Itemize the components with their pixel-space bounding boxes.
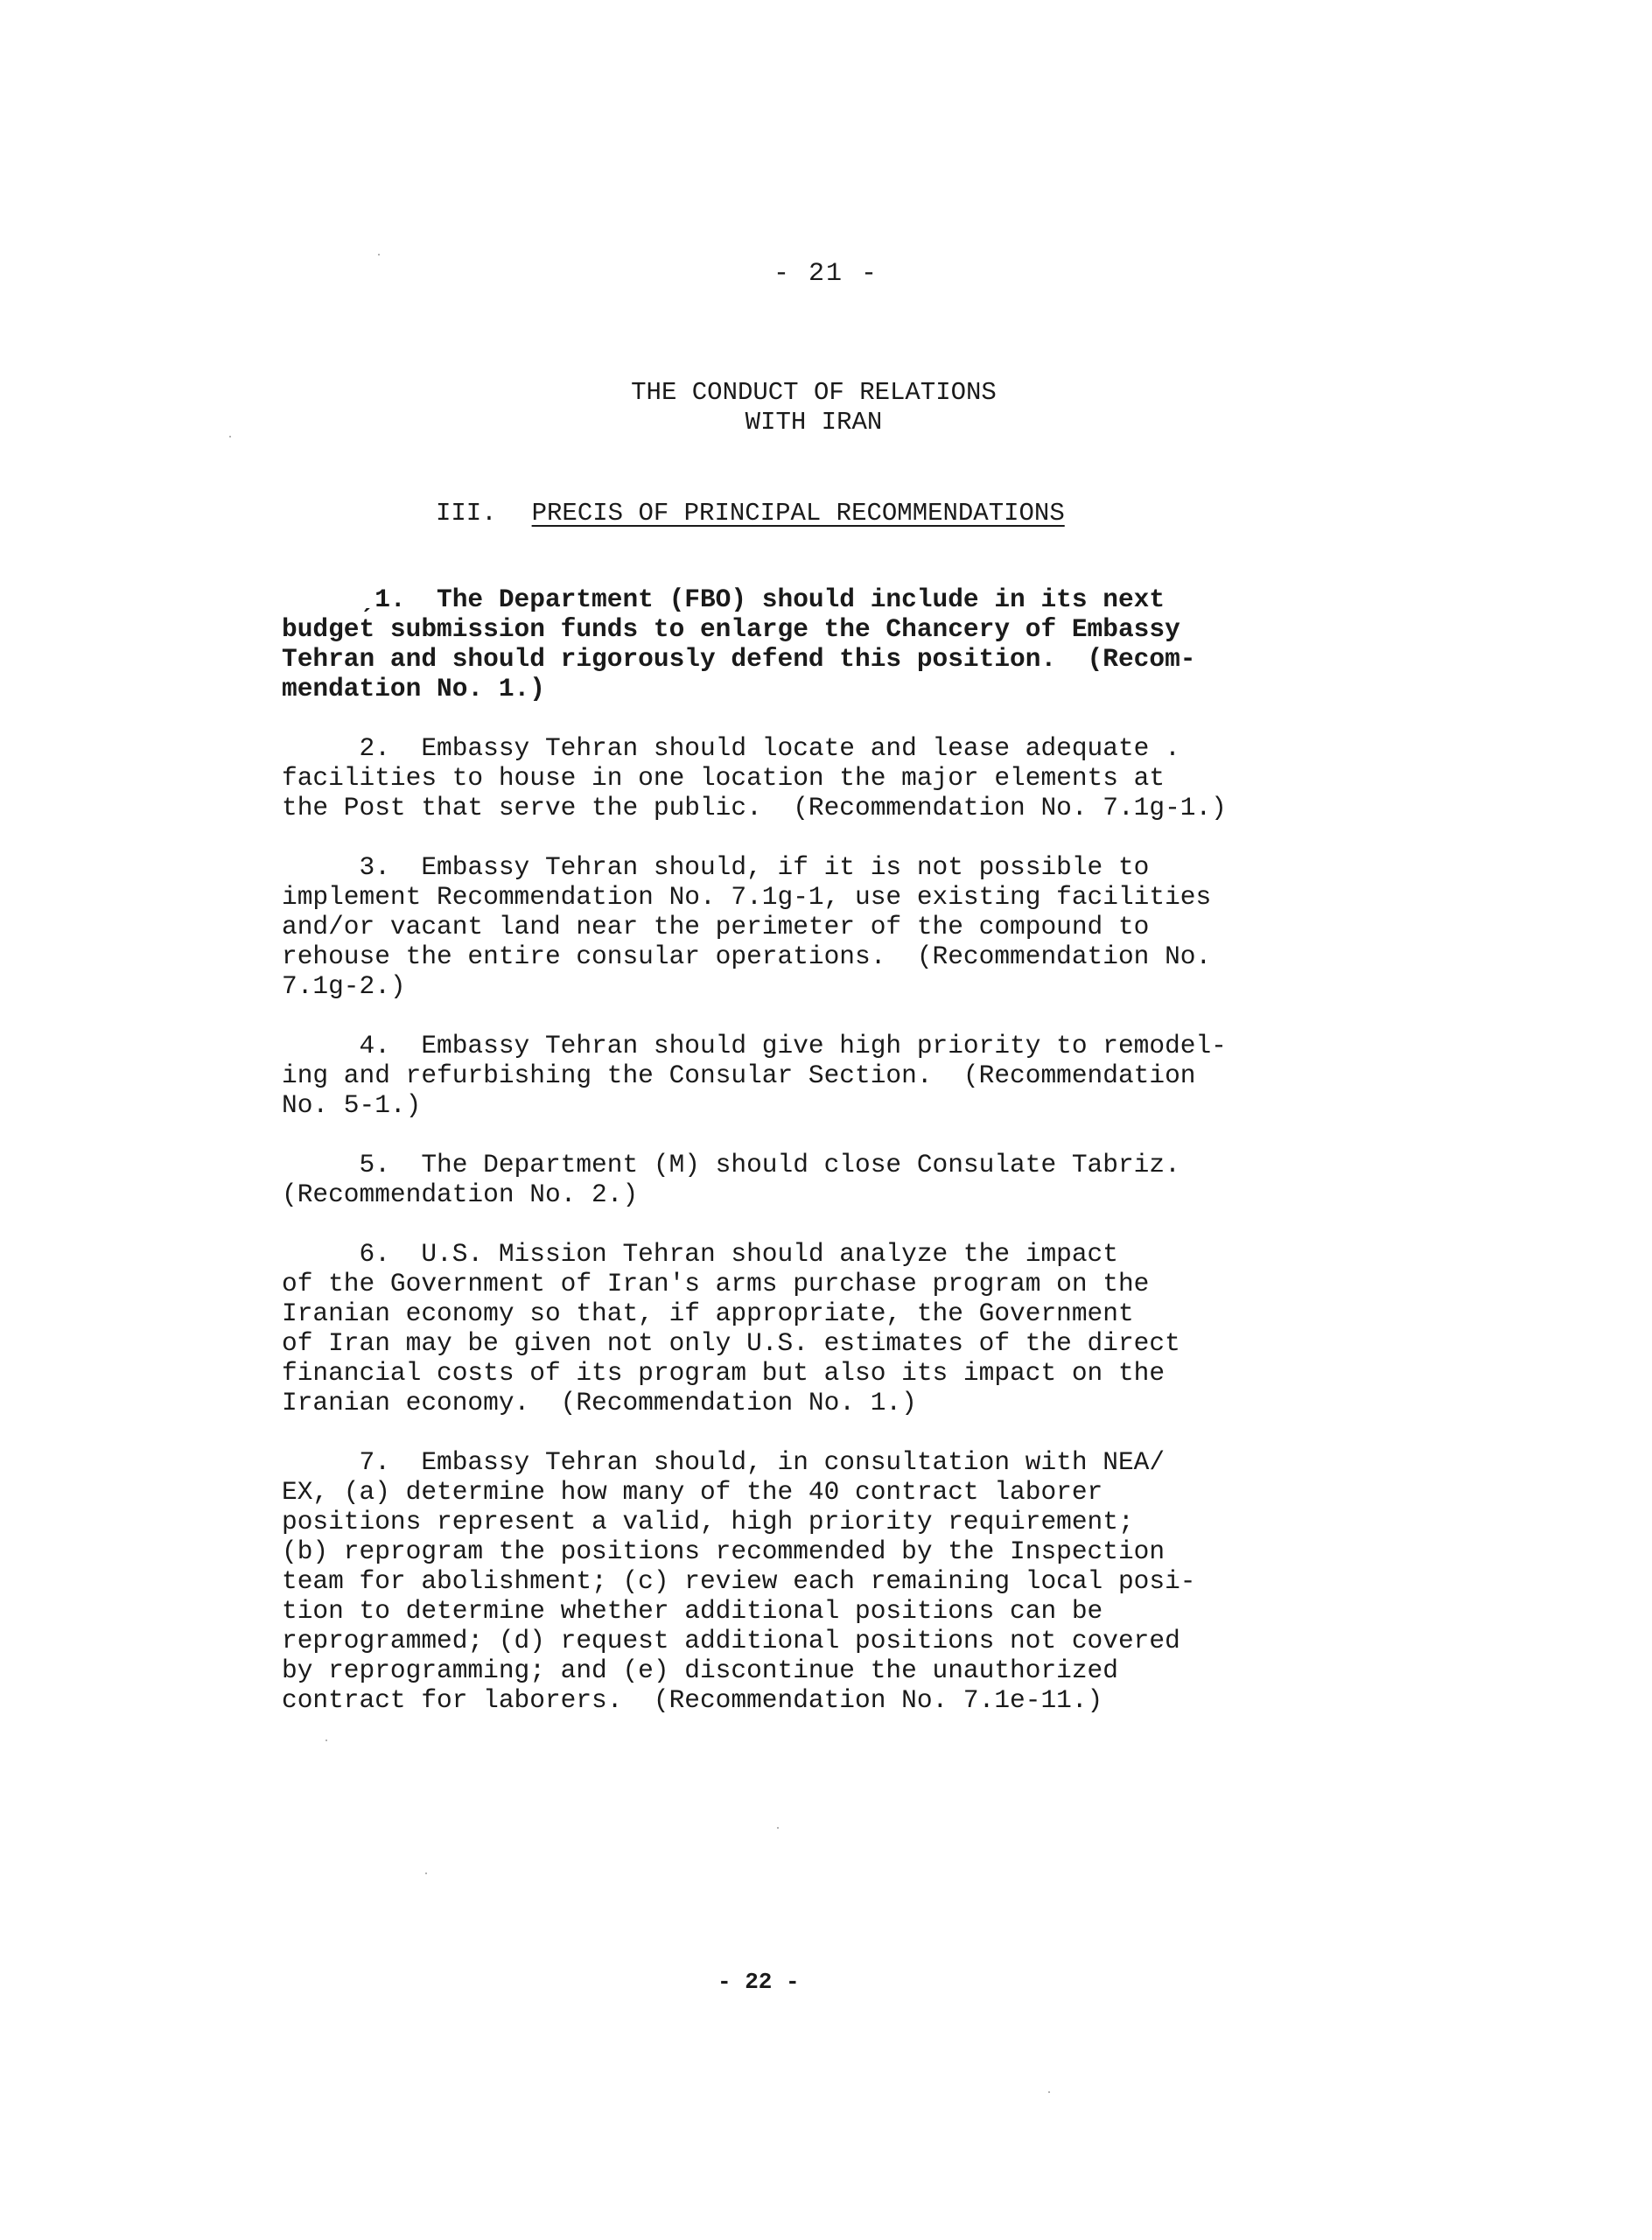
recommendation-3: 3. Embassy Tehran should, if it is not possible to implement Recommendation No. 7.1g-1, use existing facilities and/or vacant land near the perimeter of the compound to rehouse the entire consular operations. (Recommendation No. 7.1g-2.) <box>282 852 1212 1001</box>
scan-speck <box>378 254 380 256</box>
section-heading <box>436 499 1065 528</box>
recommendation-6: 6. U.S. Mission Tehran should analyze the impact of the Government of Iran's arms purchase program on the Iranian economy so that, if appropriate, the Government of Iran may be given not only U.S. estimates of the direct financial costs of its program but also its impact on the Iranian economy. (Recommendation No. 1.) <box>282 1239 1180 1418</box>
recommendation-5: 5. The Department (M) should close Consulate Tabriz. (Recommendation No. 2.) <box>282 1150 1180 1209</box>
scan-speck <box>777 1827 779 1829</box>
recommendation-1: ˏ1. The Department (FBO) should include in its next budget submission funds to enlarge the Chancery of Embassy Tehran and should rigorously defend this position. (Recom- mendation No. 1.) <box>282 584 1196 704</box>
scan-speck <box>1048 2091 1050 2093</box>
scan-speck <box>326 1740 327 1741</box>
section-number: III. <box>436 499 497 528</box>
recommendations-list <box>282 584 1428 1745</box>
recommendation-7: 7. Embassy Tehran should, in consultation with NEA/ EX, (a) determine how many of the 40 contract laborer positions represent a valid, high priority requirement; (b) reprogram the positions recommended by the Inspection team for abolishment; (c) review each remaining local posi- tion to determine whether additional positions can be reprogrammed; (d) request additional positions not covered by reprogramming; and (e) discontinue the unauthorized contract for laborers. (Recommendation No. 7.1e-11.) <box>282 1447 1196 1715</box>
next-page-mark: - 22 - <box>718 1969 800 1995</box>
document-title <box>0 378 1628 438</box>
title-line-1: THE CONDUCT OF RELATIONS <box>631 378 997 407</box>
scan-speck <box>229 436 231 438</box>
scan-speck <box>425 1872 427 1874</box>
page-number: - 21 - <box>773 259 879 289</box>
title-line-2: WITH IRAN <box>745 408 883 437</box>
section-heading-text: PRECIS OF PRINCIPAL RECOMMENDATIONS <box>531 499 1065 528</box>
recommendation-2: 2. Embassy Tehran should locate and lease adequate . facilities to house in one location the major elements at the Post that serve the public. (Recommendation No. 7.1g-1.) <box>282 733 1227 822</box>
recommendation-4: 4. Embassy Tehran should give high priority to remodel- ing and refurbishing the Consular Section. (Recommendation No. 5-1.) <box>282 1031 1227 1120</box>
